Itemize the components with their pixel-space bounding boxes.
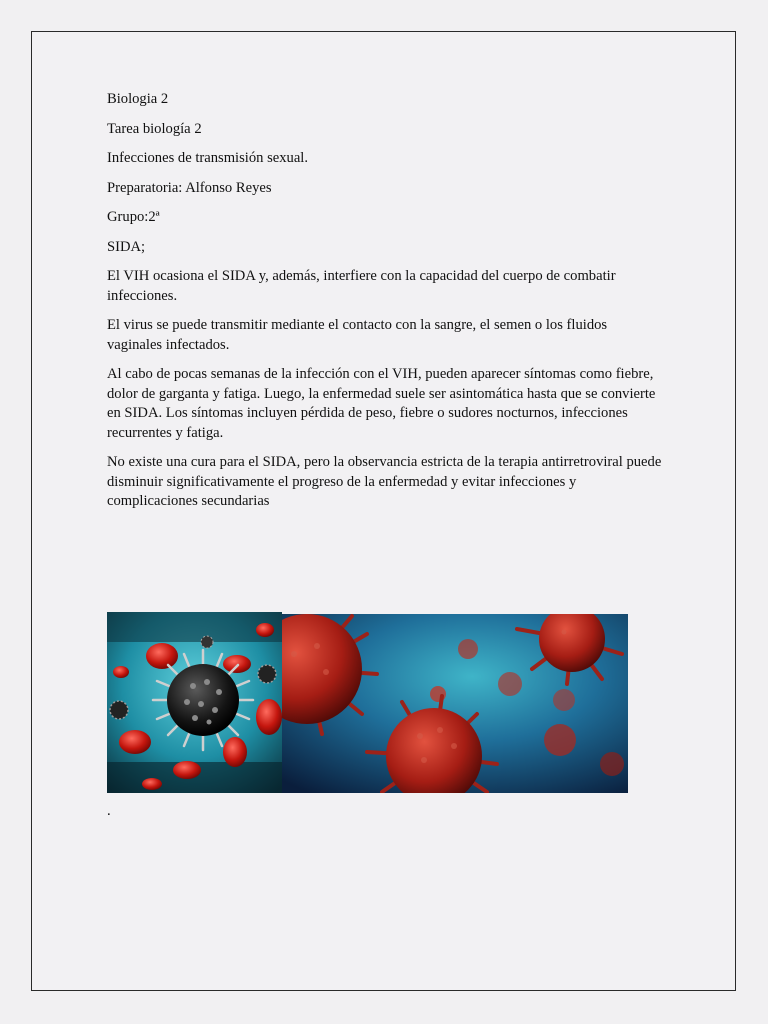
paragraph-treatment: No existe una cura para el SIDA, pero la observancia estricta de la terapia antirretroviral puede disminuir significativamente el progreso de la enfermedad y evitar infecciones y complicaciones secundarias [107, 454, 662, 509]
paragraph-cause: El VIH ocasiona el SIDA y, además, interfiere con la capacidad del cuerpo de combatir infecciones. [107, 268, 616, 304]
illustrations [107, 612, 628, 793]
subject-line: Biologia 2 [107, 91, 169, 107]
paragraph-symptoms: Al cabo de pocas semanas de la infección con el VIH, pueden aparecer síntomas como fiebre, dolor de garganta y fatiga. Luego, la enfermedad suele ser asintomática hasta que se convierte en SIDA. Los síntomas incluyen pérdida de peso, fiebre o sudores nocturnos, infecciones recurrentes y fatiga. [107, 366, 656, 441]
group-line: Grupo:2ª [107, 209, 160, 225]
document-body [107, 90, 663, 522]
paragraph-transmission: El virus se puede transmitir mediante el contacto con la sangre, el semen o los fluidos vaginales infectados. [107, 317, 608, 353]
trailing-mark: . [107, 803, 111, 819]
topic-line: Infecciones de transmisión sexual. [107, 150, 309, 166]
school-line: Preparatoria: Alfonso Reyes [107, 179, 272, 196]
red-virus-particles-image [282, 614, 628, 793]
virus-blood-cells-image [107, 612, 282, 793]
task-line: Tarea biología 2 [107, 120, 202, 137]
section-heading: SIDA; [107, 238, 146, 255]
document-page [31, 31, 736, 991]
